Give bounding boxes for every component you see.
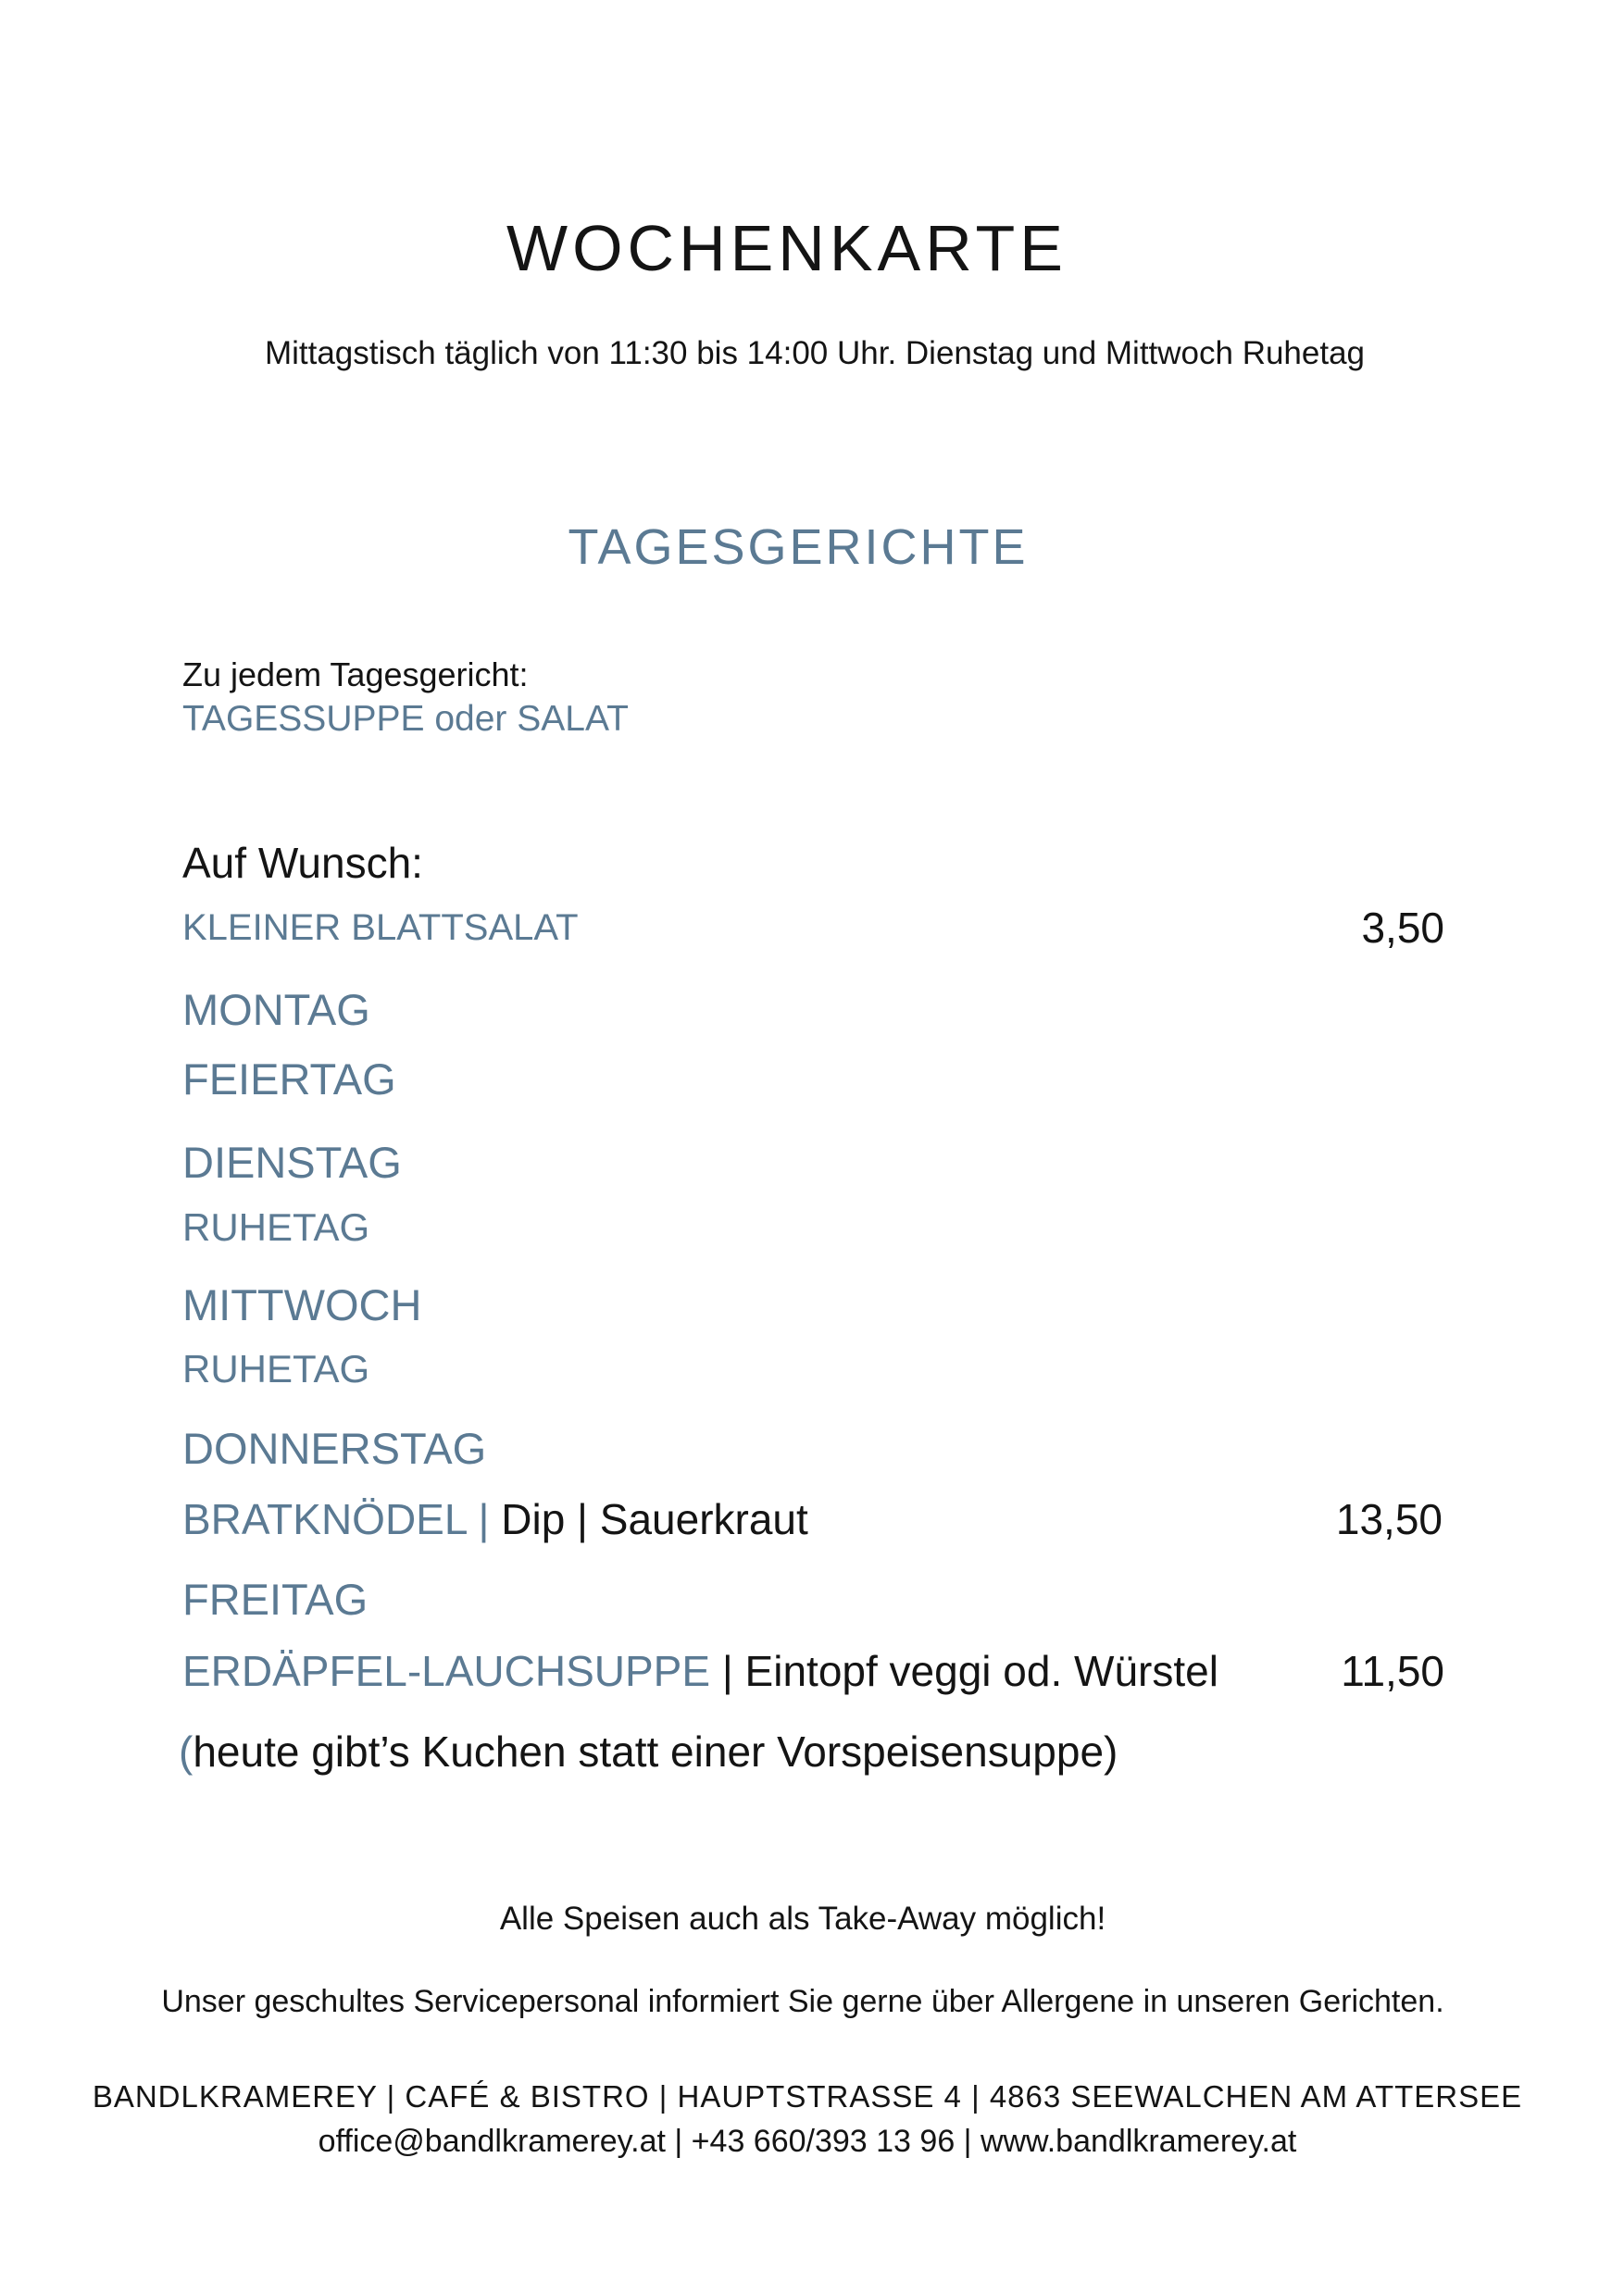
friday-dish-line [182,1646,1218,1696]
footer-address: BANDLKRAMEREY | CAFÉ & BISTRO | HAUPTSTRASSE 4 | 4863 SEEWALCHEN AM ATTERSEE [92,2079,1523,2114]
day-monday: MONTAG [182,985,370,1034]
day-tuesday: DIENSTAG [182,1138,402,1187]
thursday-separator: | [478,1495,490,1543]
friday-price: 11,50 [1341,1647,1444,1695]
intro-label: Zu jedem Tagesgericht: [182,655,529,693]
friday-dish-rest: | Eintopf veggi od. Würstel [721,1647,1218,1695]
allergen-note: Unser geschultes Servicepersonal informiert Sie gerne über Allergene in unseren Gerichten. [161,1984,1444,2019]
extra-price: 3,50 [1361,904,1444,952]
friday-note-paren: ( [179,1727,194,1776]
wednesday-note: RUHETAG [182,1347,370,1391]
tuesday-note: RUHETAG [182,1205,370,1249]
thursday-dish: BRATKNÖDEL [182,1495,467,1543]
thursday-price: 13,50 [1335,1495,1443,1543]
intro-value: TAGESSUPPE oder SALAT [182,699,629,739]
day-thursday: DONNERSTAG [182,1424,487,1473]
monday-note: FEIERTAG [182,1054,396,1104]
thursday-dish-rest: Dip | Sauerkraut [501,1495,808,1543]
friday-note: heute gibt’s Kuchen statt einer Vorspeisensuppe) [193,1727,1118,1776]
day-wednesday: MITTWOCH [182,1280,422,1329]
friday-dish: ERDÄPFEL-LAUCHSUPPE [182,1647,711,1695]
day-friday: FREITAG [182,1575,369,1624]
extra-item: KLEINER BLATTSALAT [182,907,579,948]
takeaway-note: Alle Speisen auch als Take-Away möglich! [499,1901,1106,1937]
opening-hours: Mittagstisch täglich von 11:30 bis 14:00 Uhr. Dienstag und Mittwoch Ruhetag [264,335,1366,371]
section-title: TAGESGERICHTE [568,519,1029,575]
thursday-dish-line [182,1494,808,1544]
footer-contact: office@bandlkramerey.at | +43 660/393 13 96 | www.bandlkramerey.at [318,2124,1297,2159]
friday-note-line [179,1727,1118,1777]
extra-label: Auf Wunsch: [182,839,423,887]
page-title: WOCHENKARTE [506,212,1068,284]
